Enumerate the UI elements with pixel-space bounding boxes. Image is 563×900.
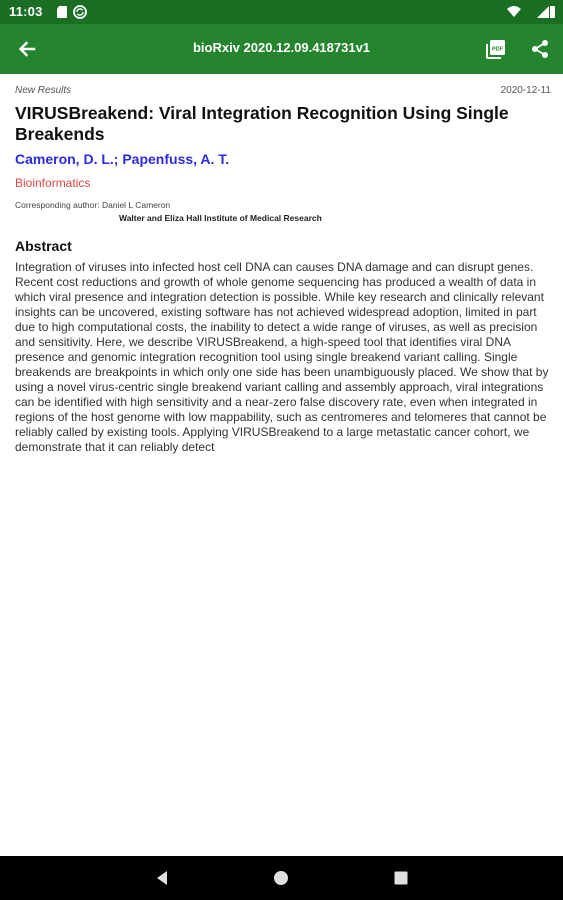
battery-icon [550,6,555,18]
status-time: 11:03 [9,4,43,19]
meta-row [15,74,551,96]
article-category: Bioinformatics [15,176,91,190]
status-bar [0,0,563,24]
sd-card-icon [55,5,69,19]
signal-icon [537,6,549,18]
nav-recents-icon[interactable] [392,869,410,887]
abstract-heading: Abstract [15,238,72,254]
share-button[interactable] [526,35,554,63]
nav-home-icon[interactable] [272,869,290,887]
article-date: 2020-12-11 [500,85,551,96]
status-indicators [505,4,555,20]
navigation-bar [0,856,563,900]
article-content [15,74,551,455]
wifi-icon [507,6,521,17]
corresponding-author-name: Daniel L Cameron [101,200,171,210]
nav-back-icon[interactable] [153,869,171,887]
institution: Walter and Eliza Hall Institute of Medical Research [119,213,322,223]
pdf-button[interactable] [482,35,510,63]
sync-icon [73,5,87,19]
abstract-text: Integration of viruses into infected host cell DNA can causes DNA damage and can disrupt genes. Recent cost reductions and growth of whole genome sequencing has produced a wealth of data in which viral presence and integration detection is possible. While key research and clinically relevant insights can be uncovered, existing software has not achieved widespread adoption, limited in part due to high computational costs, the inability to detect a wide range of viruses, as well as precision and sensitivity. Here, we describe VIRUSBreakend, a high-speed tool that identifies viral DNA presence and genomic integration recognition tool using single breakend variant calling. Single breakends are breakpoints in which only one side has been unambiguously placed. We show that by using a novel virus-centric single breakend variant calling and assembly approach, viral integrations can be identified with high sensitivity and a near-zero false discovery rate, even when integrated in regions of the host genome with low mappability, such as centromeres and telomeres that cannot be reliably called by existing tools. Applying VIRUSBreakend to a large metastatic cancer cohort, we demonstrate that it can reliably detect [15,260,549,454]
article-authors[interactable]: Cameron, D. L.; Papenfuss, A. T. [15,151,230,167]
svg-text:PDF: PDF [492,46,503,53]
app-bar [0,24,563,74]
pdf-icon [485,38,507,60]
article-status: New Results [15,85,72,96]
app-title: bioRxiv 2020.12.09.418731v1 [192,40,371,55]
corresponding-author [15,199,551,225]
share-icon [530,39,550,59]
corresponding-author-label: Corresponding author: [15,200,100,210]
article-title: VIRUSBreakend: Viral Integration Recognition Using Single Breakends [15,103,509,144]
